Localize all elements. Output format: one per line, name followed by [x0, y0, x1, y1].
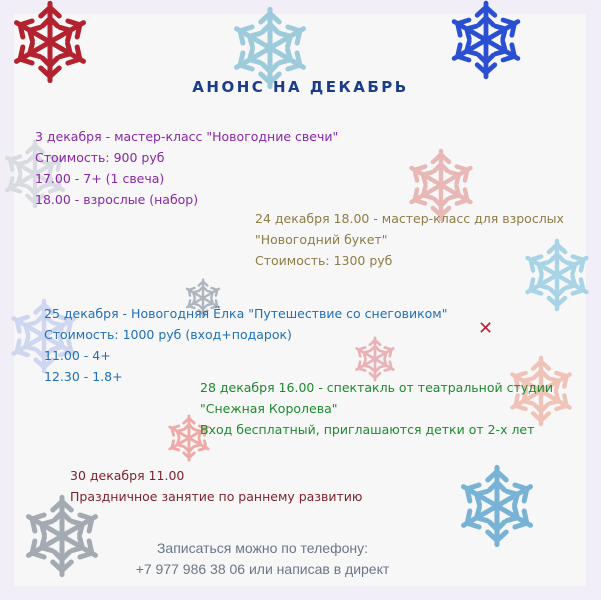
event-line: 17.00 - 7+ (1 свеча) [35, 171, 165, 186]
page-title: АНОНС НА ДЕКАБРЬ [192, 78, 409, 96]
event-line: "Снежная Королева" [200, 401, 338, 416]
event-december-3 [35, 126, 338, 210]
contact-info [0, 538, 525, 580]
event-line: Стоимость: 1300 руб [255, 253, 393, 268]
event-december-28 [200, 377, 553, 440]
cross-icon: ✕ [478, 318, 494, 339]
event-line: Стоимость: 900 руб [35, 150, 165, 165]
event-line: 25 декабря - Новогодняя Ёлка "Путешествие со снеговиком" [44, 306, 448, 321]
event-line: Вход бесплатный, приглашаются детки от 2-х лет [200, 422, 535, 437]
event-line: 12.30 - 1.8+ [44, 369, 123, 384]
event-line: 11.00 - 4+ [44, 348, 111, 363]
contact-line: Записаться можно по телефону: [156, 540, 369, 556]
event-december-24 [255, 208, 564, 271]
event-line: 28 декабря 16.00 - спектакль от театральной студии [200, 380, 554, 395]
event-line: 30 декабря 11.00 [70, 468, 185, 483]
snowflake-icon [8, 0, 92, 84]
event-line: 24 декабря 18.00 - мастер-класс для взрослых [255, 211, 564, 226]
snowflake-icon [455, 464, 539, 548]
event-line: "Новогодний букет" [255, 232, 388, 247]
snowflake-icon [436, 0, 536, 80]
contact-phone: +7 977 986 38 06 или написав в директ [135, 561, 390, 577]
event-line: 3 декабря - мастер-класс "Новогодние свечи" [35, 129, 339, 144]
event-december-30 [70, 465, 362, 507]
event-line: Стоимость: 1000 руб (вход+подарок) [44, 327, 292, 342]
event-line: 18.00 - взрослые (набор) [35, 192, 199, 207]
event-line: Праздничное занятие по раннему развитию [70, 489, 363, 504]
event-december-25 [44, 303, 448, 387]
